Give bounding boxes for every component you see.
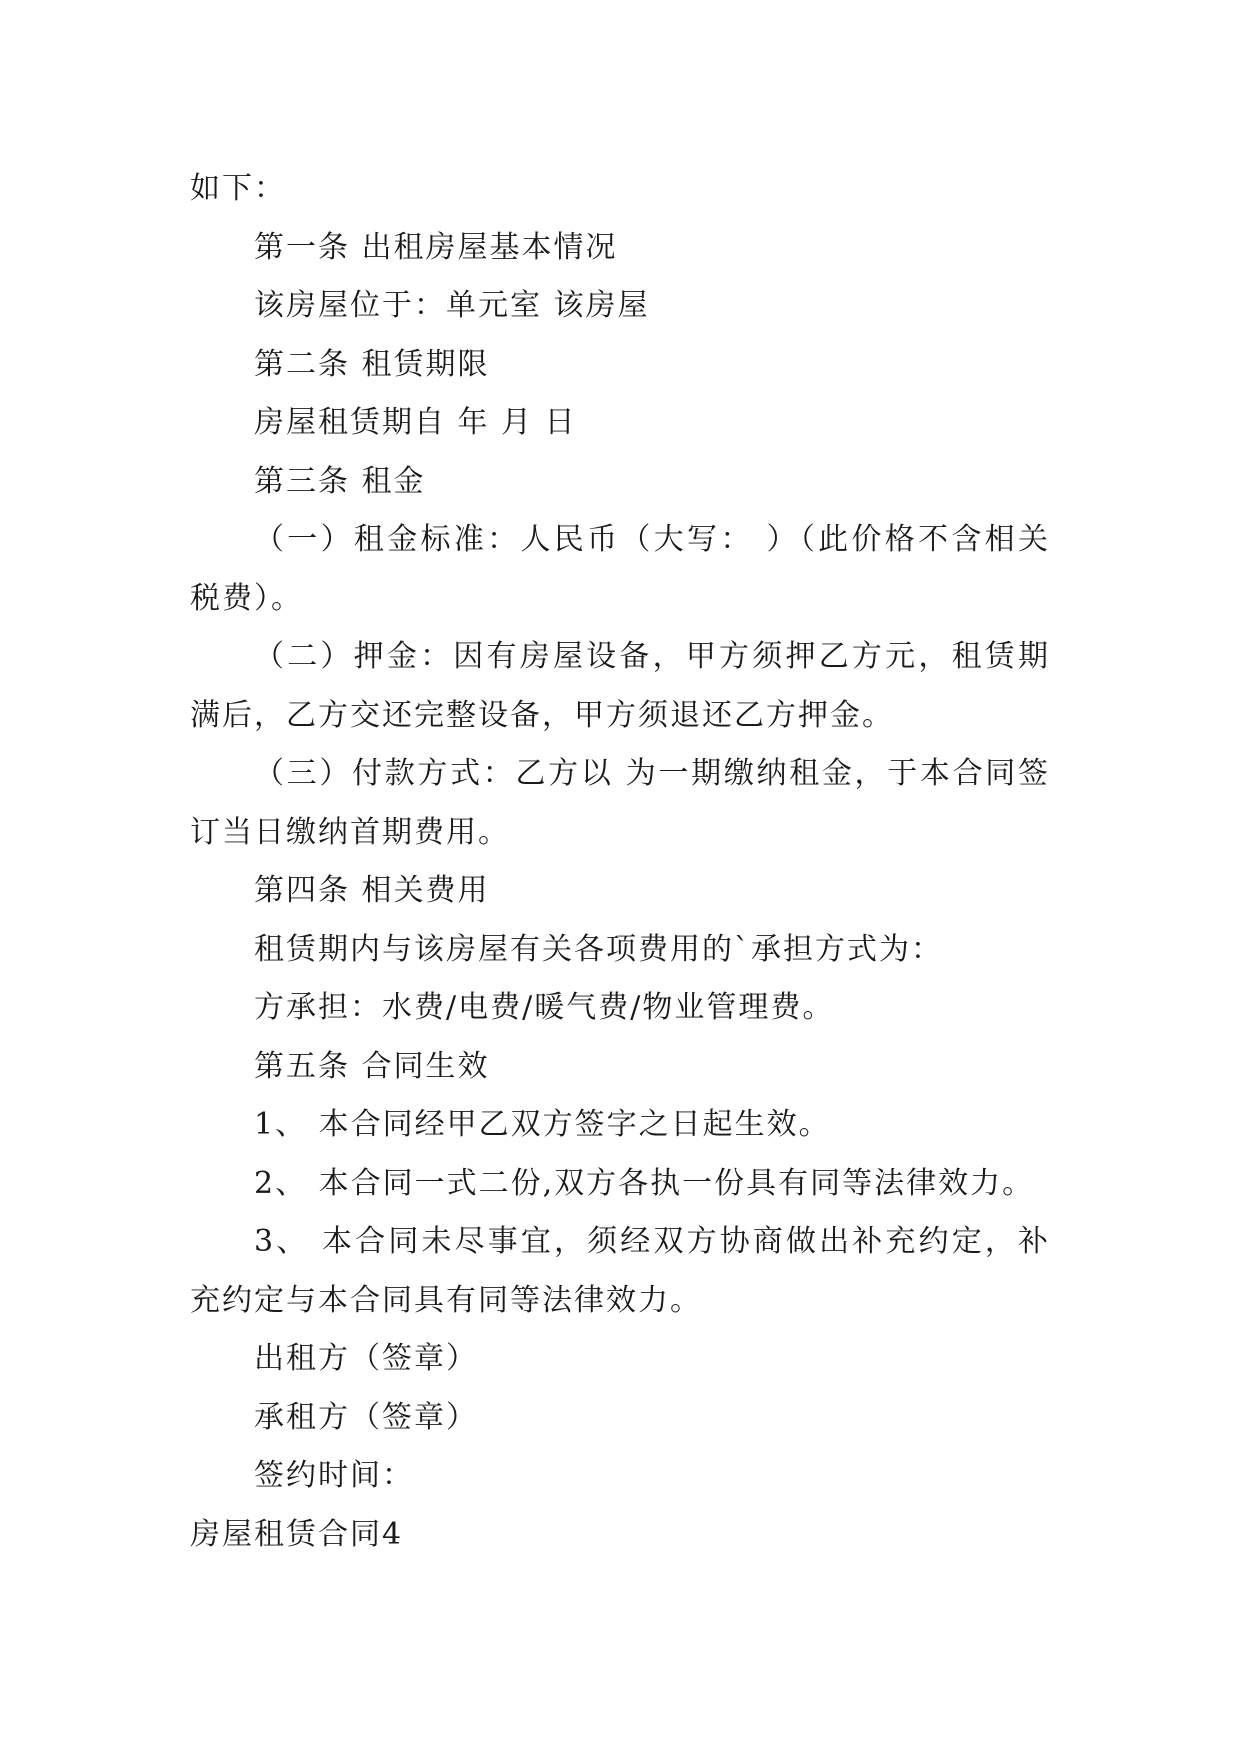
- signing-date-line: 签约时间：: [254, 1458, 414, 1493]
- text-line: 租赁期内与该房屋有关各项费用的`承担方式为：: [254, 931, 943, 967]
- paragraph: （二）押金：因有房屋设备，甲方须押乙方元，租赁期满后，乙方交还完整设备，甲方须退还乙方押金。: [190, 639, 1050, 733]
- document-body: [190, 160, 1050, 1564]
- signature-line-lessee: 承租方（签章）: [254, 1399, 478, 1435]
- article-heading: 第二条 租赁期限: [254, 346, 490, 382]
- section-title: 房屋租赁合同4: [190, 1516, 404, 1552]
- list-item: 3、 本合同未尽事宜，须经双方协商做出补充约定，补充约定与本合同具有同等法律效力。: [190, 1224, 1050, 1318]
- paragraph: （三）付款方式：乙方以 为一期缴纳租金，于本合同签订当日缴纳首期费用。: [190, 756, 1050, 850]
- text-line: 房屋租赁期自 年 月 日: [254, 405, 577, 440]
- paragraph: （一）租金标准：人民币（大写： ）（此价格不含相关税费）。: [190, 522, 1050, 616]
- article-heading: 第四条 相关费用: [254, 873, 490, 908]
- article-heading: 第五条 合同生效: [254, 1048, 490, 1084]
- list-item: 1、 本合同经甲乙双方签字之日起生效。: [254, 1107, 831, 1142]
- text-line: 该房屋位于：单元室 该房屋: [254, 288, 650, 323]
- article-heading: 第一条 出租房屋基本情况: [254, 229, 618, 265]
- list-item: 2、 本合同一式二份,双方各执一份具有同等法律效力。: [254, 1165, 1035, 1201]
- text-line: 方承担：水费/电费/暖气费/物业管理费。: [254, 990, 835, 1025]
- article-heading: 第三条 租金: [254, 463, 426, 499]
- text-line: 如下：: [190, 171, 286, 206]
- signature-line-lessor: 出租方（签章）: [254, 1341, 478, 1376]
